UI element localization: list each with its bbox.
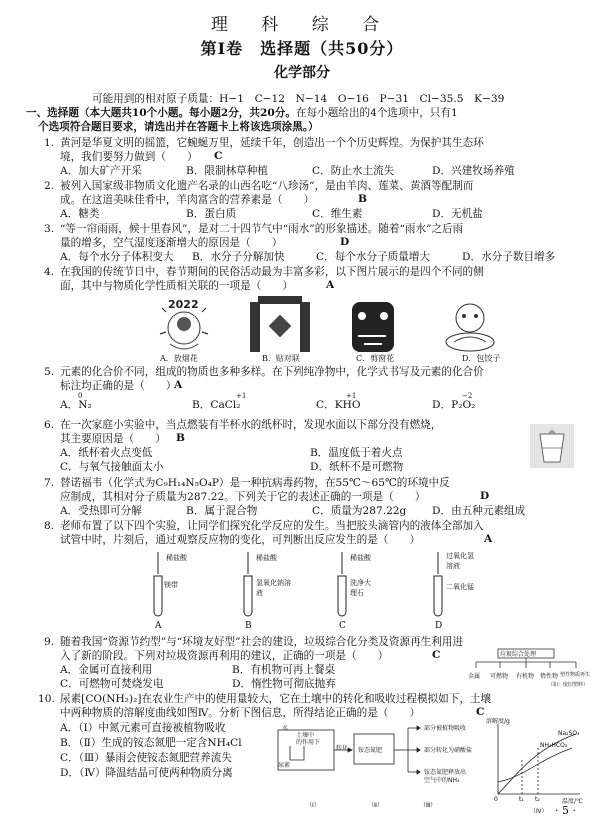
q10-answer: C (476, 706, 485, 718)
paper-cut-image (352, 302, 394, 352)
q8-a-tube: 镁带 (164, 581, 178, 589)
q5-valence-a: 0 (78, 392, 83, 400)
q9-item-2: 可燃物 (490, 673, 509, 680)
q5-answer: A (174, 379, 183, 391)
q2-answer: B (358, 193, 367, 205)
q2-option-c: C．维生素 (312, 208, 363, 220)
q3-option-c: C．每个水分子质量增大 (316, 251, 431, 263)
q2-option-a: A．糖类 (60, 208, 100, 220)
q10-fig4-tick-1: t₁ (519, 796, 524, 803)
tube-d (434, 552, 442, 616)
q10-fig1-water: 水 (282, 725, 289, 732)
q10-fig3-caption: （Ⅲ） (420, 802, 437, 809)
q8-c-dropper: 稀盐酸 (350, 554, 371, 562)
q2-num: 2. (44, 180, 55, 192)
q10-num: 10. (38, 693, 55, 705)
tube-c (338, 552, 346, 616)
q10-fig1-urea: 尿素 (278, 762, 291, 769)
q5-stem-2: 标注均正确的是（ ） (60, 380, 177, 392)
section-heading: 化学部分 (274, 65, 330, 81)
q8-b-tube: 氢氧化钠溶液 (256, 579, 291, 597)
q5-valence-b: +1 (236, 392, 247, 400)
q5-num: 5. (44, 366, 55, 378)
q8-num: 8. (44, 520, 55, 532)
q1-option-b: B．限制林草种植 (186, 165, 268, 177)
q10-stem-1: 尿素[CO(NH₂)₂]在农业生产中的使用量较大，它在土壤中的转化和吸收过程模拟如下，土壤 (60, 693, 492, 705)
q4-option-b: B．贴对联 (262, 354, 300, 363)
q3-answer: D (340, 236, 350, 248)
q6-option-c: C．与氧气接触面太小 (60, 461, 164, 473)
q9-note: （如：废旧塑料） (548, 682, 589, 688)
q10-fig1-action: 的作用下 (296, 739, 321, 746)
q10-fig4-series-2: NH₄HCO₃ (540, 742, 568, 749)
q4-stem-1: 在我国的传统节日中，春节期间的民俗活动最为丰富多彩，以下图片展示的是四个不同的侧 (60, 266, 484, 278)
q10-fig1-soil: 土壤中 (296, 732, 315, 739)
q1-stem-2: 境，我们要努力做到（ ） (60, 151, 198, 163)
q2-option-b: B．蛋白质 (186, 208, 237, 220)
q8-d-dropper: 过氧化氢溶液 (446, 552, 474, 570)
q6-stem-2: 其主要原因是（ ） (60, 433, 166, 445)
q10-fig2-label: 铵态氮肥 (358, 747, 383, 754)
q5-valence-c: +1 (346, 392, 357, 400)
couplet-image (250, 296, 310, 352)
q9-stem-1: 随着我国“资源节约型”与“环境友好型”社会的建设，垃圾综合化分类及资源再生利用进 (60, 636, 464, 648)
q6-option-d: D．纸杯不是可燃物 (310, 461, 404, 473)
q7-option-c: C．质量为287.22g (312, 505, 407, 517)
q3-option-b: B．水分子分解加快 (192, 251, 285, 263)
q2-stem-1: 被列入国家级非物质文化遗产名录的山西名吃“八珍汤”，是由羊肉、莲菜、黄酒等配制而 (60, 180, 474, 192)
q4-num: 4. (44, 266, 55, 278)
q5-stem-1: 元素的化合价不同，组成的物质也多种多样。在下列纯净物中，化学式书写及元素的化合价 (60, 366, 484, 378)
q7-stem-2: 应制成，其相对分子质量为287.22。下列关于它的表述正确的一项是（ ） (60, 491, 426, 503)
q6-option-b: B．温度低于着火点 (310, 447, 403, 459)
q5-option-a: A．N₂ (60, 399, 92, 411)
q5-option-b: B．CaCl₂ (192, 399, 241, 411)
q8-answer: A (484, 533, 493, 545)
volume-heading: 第Ⅰ卷 选择题（共50分） (200, 39, 404, 58)
q7-stem-1: 替诺福韦（化学式为C₉H₁₄N₅O₄P）是一种抗病毒药物，在55℃～65℃的环境中反 (60, 477, 450, 489)
q4-option-d: D．包饺子 (462, 354, 501, 363)
q10-fig4-series-1: Na₂SO₄ (558, 730, 580, 737)
q10-fig4-ylabel: 溶解度/g (486, 718, 510, 725)
q10-option-d: D．（Ⅳ）降温结晶可使两种物质分离 (60, 767, 233, 779)
q10-fig2-caption: （Ⅱ） (368, 802, 383, 809)
q9-answer: C (432, 649, 441, 661)
q5-option-d: D．P₂O₂ (432, 399, 476, 411)
q8-b-dropper: 稀盐酸 (256, 554, 277, 562)
q2-stem-2: 成。在这道美味佳肴中，羊肉富含的营养素是（ ） (60, 194, 315, 206)
q1-stem-1: 黄河是华夏文明的摇篮，它蜿蜒万里，延续千年，创造出一个个历史辉煌。为保护其生态环 (60, 137, 484, 149)
q10-stem-2: 中两种物质的溶解度曲线如图Ⅳ。分析下图信息，所得结论正确的是（ ） (60, 707, 421, 719)
q9-option-d: D．惰性物可彻底抛弃 (232, 678, 336, 690)
q3-option-a: A．每个水分子体积变大 (60, 251, 174, 263)
q9-item-1: 金属 (468, 673, 481, 680)
q7-option-a: A．受热即可分解 (60, 505, 142, 517)
q3-num: 3. (44, 223, 55, 235)
exam-title: 理 科 综 合 (210, 15, 394, 35)
q10-fig3-label-1: 部分被植物吸收 (424, 725, 467, 732)
q10-option-c: C．（Ⅲ）暴雨会使铵态氮肥营养流失 (60, 752, 232, 764)
q8-a-dropper: 稀盐酸 (166, 554, 187, 562)
q9-item-4: 惰性物 (540, 673, 559, 680)
q7-num: 7. (44, 477, 55, 489)
instructions-bold: 一、选择题（本大题共10个小题。每小题2分，共20分。 (26, 107, 296, 119)
q1-option-c: C．防止水土流失 (312, 165, 395, 177)
q1-option-d: D．兴建牧场养殖 (432, 165, 515, 177)
q10-fig3-label-3: 铵态氮肥释放出 (424, 769, 467, 776)
q7-option-d: D．由五种元素组成 (432, 505, 526, 517)
q8-option-a: A (155, 621, 162, 631)
q8-option-c: C (339, 621, 346, 631)
q4-option-a: A．放烟花 (160, 354, 198, 363)
tube-a (154, 552, 162, 616)
paper-cup-photo (530, 424, 574, 468)
q8-option-b: B (245, 621, 252, 631)
q8-option-d: D (435, 621, 443, 631)
q10-fig3-label-2: 部分转化为硝酸盐 (424, 747, 473, 754)
q9-top-label: 垃圾综合处理 (500, 651, 537, 658)
q10-fig4-caption: （Ⅳ） (530, 808, 548, 815)
fireworks-year: 2022 (168, 298, 199, 311)
dumpling-image (446, 304, 494, 351)
q6-stem-1: 在一次家庭小实验中，当点燃装有半杯水的纸杯时，发现水面以下部分没有燃烧， (60, 419, 442, 431)
q1-num: 1. (44, 137, 55, 149)
instructions-line-2: 个选项符合题目要求，请选出并在答题卡上将该选项涂黑。） (38, 121, 319, 133)
q3-stem-1: “等一帘雨雨，候十里春风”，是对二十四节气中“雨水”的形象描述。随着“雨水”之后雨 (60, 223, 464, 235)
page-number: · 5 · (555, 804, 576, 817)
q7-answer: D (480, 490, 490, 502)
q8-d-tube: 二氧化锰 (446, 583, 474, 591)
q9-item-3: 有机物 (516, 673, 535, 680)
q9-option-c: C．可燃物可焚烧发电 (60, 678, 164, 690)
q10-fig4-tick-0: 0 (494, 796, 498, 803)
atomic-masses: 可能用到的相对原子质量：H−1 C−12 N−14 O−16 P−31 Cl−35.5 K−39 (92, 93, 505, 105)
q1-answer: C (214, 150, 223, 162)
q3-option-d: D．水分子数目增多 (462, 251, 556, 263)
q4-answer: A (326, 279, 335, 291)
q10-option-b: B．（Ⅱ）生成的铵态氮肥一定含NH₄Cl (60, 737, 242, 749)
q5-valence-d: −2 (462, 392, 473, 400)
q9-option-b: B．有机物可再上餐桌 (232, 664, 336, 676)
instructions-line-1 (26, 107, 458, 120)
q6-answer: B (176, 432, 185, 444)
q7-option-b: B．属于混合物 (186, 505, 258, 517)
q10-fig4-tick-2: t₂ (535, 796, 540, 803)
tube-b (244, 552, 252, 616)
q4-stem-2: 面，其中与物质化学性质相关联的一项是（ ） (60, 280, 294, 292)
instructions-rest: 在每小题给出的4个选项中，只有1 (295, 107, 458, 119)
q6-option-a: A．纸杯着火点变低 (60, 447, 153, 459)
q4-option-c: C．剪窗花 (356, 354, 395, 363)
q5-option-c: C．KHO (316, 399, 361, 411)
q10-fig1-arrow: 转化 (336, 745, 349, 752)
q6-num: 6. (44, 419, 55, 431)
q3-stem-2: 量的增多，空气湿度逐渐增大的原因是（ ） (60, 237, 283, 249)
q9-item-5: 塑性物质再生 (560, 672, 591, 678)
q9-stem-2: 入了新的阶段。下列对垃圾资源再利用的建议，正确的一项是（ ） (60, 650, 389, 662)
fireworks-image (160, 298, 208, 349)
q8-stem-1: 老师布置了以下四个实验，让同学们探究化学反应的发生。当把胶头滴管内的液体全部加入 (60, 520, 484, 532)
q9-option-a: A．金属可直接利用 (60, 664, 153, 676)
q10-fig1-caption: （Ⅰ） (306, 802, 320, 809)
q10-fig4-xlabel: 温度/℃ (562, 798, 583, 805)
q2-option-d: D．无机盐 (432, 208, 483, 220)
q8-c-tube: 洗净大理石 (350, 579, 371, 597)
q8-stem-2: 试管中时，片刻后，通过观察反应物的变化，可判断出反应发生的是（ ） (60, 534, 421, 546)
q9-num: 9. (44, 636, 55, 648)
q10-fig3-label-4: 空气中的NH₃ (424, 777, 460, 784)
q10-option-a: A．（Ⅰ）中氮元素可直接被植物吸收 (60, 722, 226, 734)
q1-option-a: A．加大矿产开采 (60, 165, 142, 177)
